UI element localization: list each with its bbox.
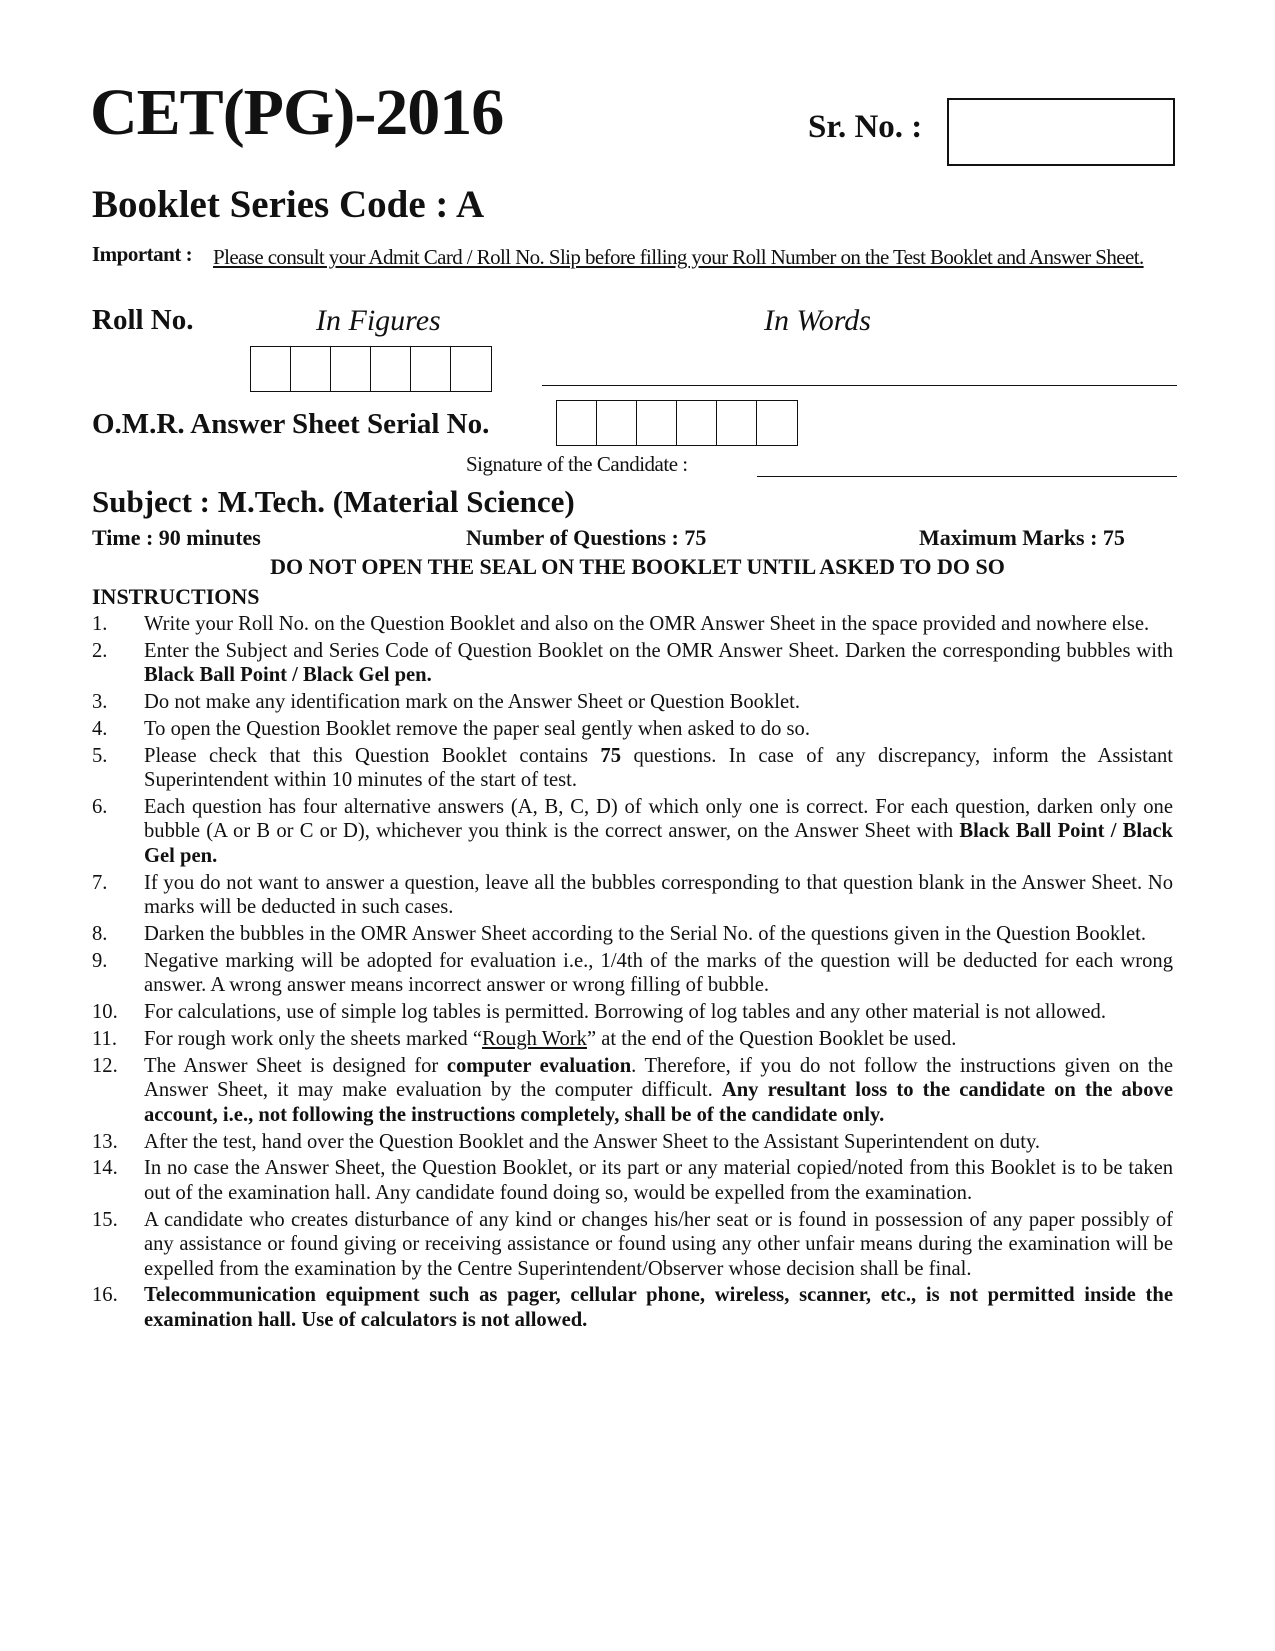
question-count-info: Number of Questions : 75 <box>466 525 707 550</box>
instruction-text <box>144 1156 1173 1205</box>
omr-digit-box[interactable] <box>597 401 637 445</box>
instruction-text-run: Write your Roll No. on the Question Booklet and also on the OMR Answer Sheet in the space provided and nowhere else. <box>144 613 1150 635</box>
important-label: Important : <box>92 242 193 266</box>
instruction-number: 2. <box>92 639 108 662</box>
roll-number-label: Roll No. <box>92 304 194 336</box>
instruction-text-run: For calculations, use of simple log tables is permitted. Borrowing of log tables and any other material is not allowed. <box>144 1001 1106 1024</box>
instruction-text <box>144 639 1173 688</box>
instruction-item <box>92 1027 1173 1052</box>
instruction-number: 9. <box>92 949 108 972</box>
instruction-item <box>92 744 1173 793</box>
instruction-item <box>92 1208 1173 1282</box>
instruction-item <box>92 717 1173 742</box>
instruction-item <box>92 1156 1173 1205</box>
instruction-item <box>92 1130 1173 1155</box>
instruction-text-run: For rough work only the sheets marked “ <box>144 1027 483 1050</box>
instruction-text-run: Do not make any identification mark on the Answer Sheet or Question Booklet. <box>144 691 801 714</box>
instruction-text <box>144 1283 1173 1332</box>
roll-digit-box[interactable] <box>251 347 291 391</box>
instruction-number: 8. <box>92 923 108 946</box>
instruction-item <box>92 1054 1173 1128</box>
signature-label: Signature of the Candidate : <box>466 452 688 476</box>
omr-digit-box[interactable] <box>557 401 597 445</box>
instruction-text-run: Enter the Subject and Series Code of Question Booklet on the OMR Answer Sheet. Darken the corresponding bubbles with <box>144 639 1173 662</box>
instruction-item <box>92 639 1173 688</box>
instruction-text <box>144 690 1173 715</box>
instruction-number: 15. <box>92 1208 118 1231</box>
instructions-list <box>92 612 1173 1335</box>
instruction-text-run: questions. In case of any discrepancy, inform the Assistant Superintendent within 10 minutes of the start of test. <box>144 744 1173 792</box>
omr-serial-boxes[interactable] <box>556 400 798 446</box>
instruction-item <box>92 949 1173 998</box>
instruction-item <box>92 1000 1173 1025</box>
instruction-text <box>144 1054 1173 1128</box>
subject-title: Subject : M.Tech. (Material Science) <box>92 484 575 519</box>
instruction-text <box>144 795 1173 869</box>
instruction-text-run: If you do not want to answer a question, leave all the bubbles corresponding to that question blank in the Answer Sheet. No marks will be deducted in such cases. <box>144 871 1173 919</box>
instruction-bold-text: Black Ball Point / Black Gel pen. <box>144 664 432 687</box>
instruction-item <box>92 690 1173 715</box>
roll-digit-box[interactable] <box>411 347 451 391</box>
instruction-text <box>144 922 1173 947</box>
instruction-text-run: After the test, hand over the Question Booklet and the Answer Sheet to the Assistant Superintendent on duty. <box>144 1130 1041 1153</box>
time-info: Time : 90 minutes <box>92 525 261 550</box>
exam-title: CET(PG)-2016 <box>90 76 504 149</box>
instruction-number: 3. <box>92 691 108 714</box>
roll-digit-box[interactable] <box>291 347 331 391</box>
instruction-text-run: Each question has four alternative answers (A, B, C, D) of which only one is correct. For each question, darken only one bubble (A or B or C or D), whichever you think is the correct answer, on the Answer Sheet with <box>144 795 1173 843</box>
instruction-number: 11. <box>92 1027 117 1050</box>
roll-digit-box[interactable] <box>371 347 411 391</box>
serial-number-label: Sr. No. : <box>808 109 923 145</box>
instruction-text-run: The Answer Sheet is designed for <box>144 1054 447 1077</box>
booklet-series-code: Booklet Series Code : A <box>92 183 485 226</box>
omr-digit-box[interactable] <box>677 401 717 445</box>
roll-digit-box[interactable] <box>451 347 491 391</box>
instruction-bold-text: Black Ball Point / Black Gel pen. <box>144 820 1173 867</box>
instruction-underlined-text: Rough Work <box>482 1027 587 1050</box>
instruction-bold-text: 75 <box>600 744 622 767</box>
important-note: Please consult your Admit Card / Roll No. Slip before filling your Roll Number on the Test Booklet and Answer Sheet. <box>213 245 1144 269</box>
instruction-item <box>92 795 1173 869</box>
instruction-text-run: To open the Question Booklet remove the paper seal gently when asked to do so. <box>144 717 810 740</box>
instruction-number: 5. <box>92 744 108 767</box>
roll-digit-box[interactable] <box>331 347 371 391</box>
instruction-text <box>144 949 1173 998</box>
instruction-item <box>92 1283 1173 1332</box>
instruction-item <box>92 871 1173 920</box>
instruction-text-run: In no case the Answer Sheet, the Question Booklet, or its part or any material copied/noted from this Booklet is to be taken out of the examination hall. Any candidate found doing so, would be expelled from the examination. <box>144 1157 1173 1204</box>
instruction-text <box>144 612 1173 637</box>
instruction-number: 12. <box>92 1054 118 1077</box>
instruction-bold-text: Telecommunication equipment such as pager, cellular phone, wireless, scanner, etc., is not permitted inside the examination hall. Use of calculators is not allowed. <box>144 1284 1173 1331</box>
instruction-text-run: . Therefore, if you do not follow the instructions given on the Answer Sheet, it may make evaluation by the computer difficult. <box>144 1054 1174 1102</box>
seal-notice: DO NOT OPEN THE SEAL ON THE BOOKLET UNTIL ASKED TO DO SO <box>270 554 1005 579</box>
omr-digit-box[interactable] <box>637 401 677 445</box>
omr-digit-box[interactable] <box>757 401 797 445</box>
instruction-number: 1. <box>92 613 108 635</box>
instruction-text <box>144 1027 1173 1052</box>
instruction-text <box>144 717 1173 742</box>
omr-serial-label: O.M.R. Answer Sheet Serial No. <box>92 408 490 440</box>
instruction-text <box>144 871 1173 920</box>
instruction-bold-text: computer evaluation <box>446 1054 632 1077</box>
omr-digit-box[interactable] <box>717 401 757 445</box>
in-figures-label: In Figures <box>316 304 441 337</box>
instruction-bold-text: Any resultant loss to the candidate on the above account, i.e., not following the instructions completely, shall be of the candidate only. <box>144 1079 1173 1126</box>
max-marks-info: Maximum Marks : 75 <box>919 525 1125 550</box>
instruction-number: 4. <box>92 717 108 740</box>
roll-number-figures-boxes[interactable] <box>250 346 492 392</box>
instruction-text <box>144 1000 1173 1025</box>
instruction-number: 7. <box>92 871 108 894</box>
signature-line[interactable] <box>757 476 1177 477</box>
instruction-text <box>144 1130 1173 1155</box>
instruction-number: 6. <box>92 795 108 818</box>
instruction-text-run: Please check that this Question Booklet contains <box>144 744 601 767</box>
instruction-item <box>92 922 1173 947</box>
instruction-item <box>92 612 1173 637</box>
instructions-heading: INSTRUCTIONS <box>92 584 260 609</box>
instruction-number: 14. <box>92 1157 118 1180</box>
instruction-text-run: ” at the end of the Question Booklet be used. <box>586 1027 957 1050</box>
roll-number-words-line[interactable] <box>542 385 1177 386</box>
instruction-number: 10. <box>92 1001 118 1024</box>
instruction-number: 16. <box>92 1284 118 1307</box>
instruction-text-run: Negative marking will be adopted for evaluation i.e., 1/4th of the marks of the question will be deducted for each wrong answer. A wrong answer means incorrect answer or wrong filling of bubble. <box>144 949 1173 997</box>
instruction-number: 13. <box>92 1130 118 1153</box>
instruction-text <box>144 744 1173 793</box>
instruction-text <box>144 1208 1173 1282</box>
serial-number-box[interactable] <box>947 98 1175 166</box>
in-words-label: In Words <box>764 304 871 337</box>
instruction-text-run: A candidate who creates disturbance of any kind or changes his/her seat or is found in possession of any paper possibly of any assistance or found giving or receiving assistance or found using any other unfair means during the examination will be expelled from the examination by the Centre Superintendent/Observer whose decision shall be final. <box>144 1208 1173 1280</box>
instruction-text-run: Darken the bubbles in the OMR Answer Sheet according to the Serial No. of the questions given in the Question Booklet. <box>144 923 1147 946</box>
